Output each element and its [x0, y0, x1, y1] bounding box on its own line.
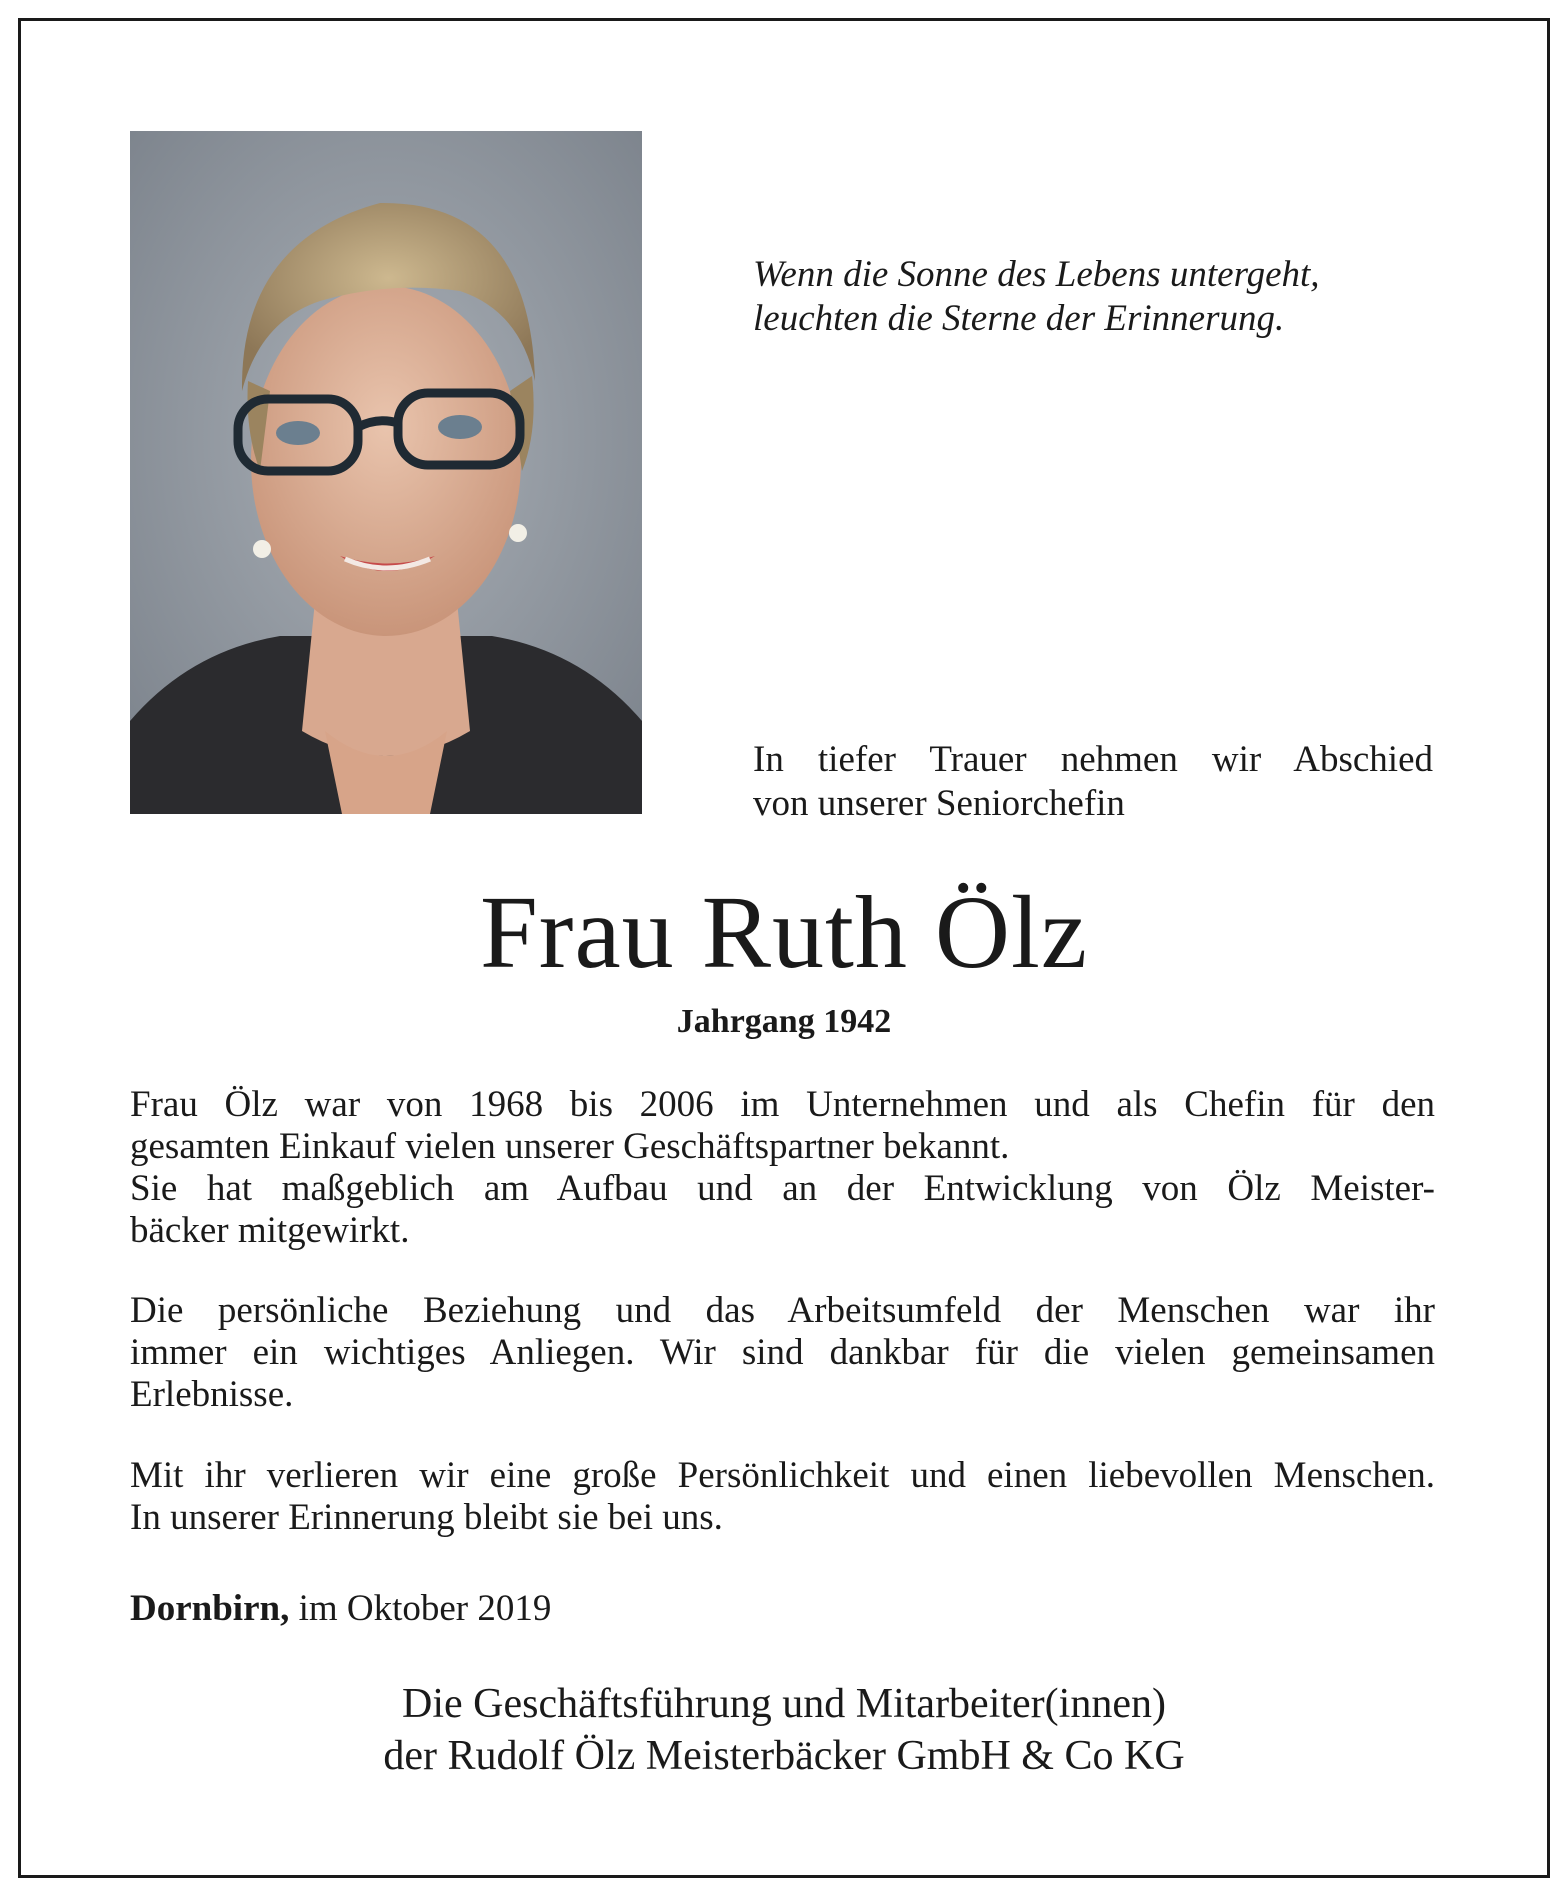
quote-line-2: leuchten die Sterne der Erinnerung.	[753, 298, 1285, 339]
paragraph-line: gesamten Einkauf vielen unserer Geschäftspartner bekannt.	[130, 1126, 1010, 1167]
paragraph-line: bäcker mitgewirkt.	[130, 1210, 410, 1251]
paragraph-relationships	[130, 1290, 1435, 1416]
place-and-date	[130, 1587, 551, 1631]
place: Dornbirn,	[130, 1588, 290, 1629]
paragraph-career	[130, 1084, 1435, 1252]
memorial-quote	[753, 253, 1433, 341]
birth-year: Jahrgang 1942	[676, 1003, 892, 1040]
mourning-intro	[753, 738, 1433, 826]
intro-line-1: In tiefer Trauer nehmen wir Abschied	[753, 739, 1433, 780]
signature-block	[0, 1678, 1568, 1782]
deceased-name: Frau Ruth Ölz	[479, 875, 1089, 990]
paragraph-line: Erlebnisse.	[130, 1374, 294, 1415]
paragraph-line: Frau Ölz war von 1968 bis 2006 im Unternehmen und als Chefin für den	[130, 1084, 1435, 1125]
signature-line-2: der Rudolf Ölz Meisterbäcker GmbH & Co KG	[383, 1733, 1185, 1779]
date: im Oktober 2019	[298, 1588, 552, 1629]
paragraph-line: Sie hat maßgeblich am Aufbau und an der Entwicklung von Ölz Meister-	[130, 1168, 1435, 1209]
paragraph-line: Die persönliche Beziehung und das Arbeitsumfeld der Menschen war ihr	[130, 1290, 1435, 1331]
portrait-illustration	[130, 131, 642, 814]
paragraph-line: Mit ihr verlieren wir eine große Persönlichkeit und einen liebevollen Menschen.	[130, 1455, 1435, 1496]
signature-line-1: Die Geschäftsführung und Mitarbeiter(innen)	[402, 1681, 1166, 1727]
paragraph-line: immer ein wichtiges Anliegen. Wir sind dankbar für die vielen gemeinsamen	[130, 1332, 1435, 1373]
portrait-photo	[130, 131, 642, 814]
quote-line-1: Wenn die Sonne des Lebens untergeht,	[753, 254, 1320, 295]
paragraph-line: In unserer Erinnerung bleibt sie bei uns.	[130, 1497, 723, 1538]
paragraph-remembrance	[130, 1455, 1435, 1539]
intro-line-2: von unserer Seniorchefin	[753, 783, 1125, 824]
